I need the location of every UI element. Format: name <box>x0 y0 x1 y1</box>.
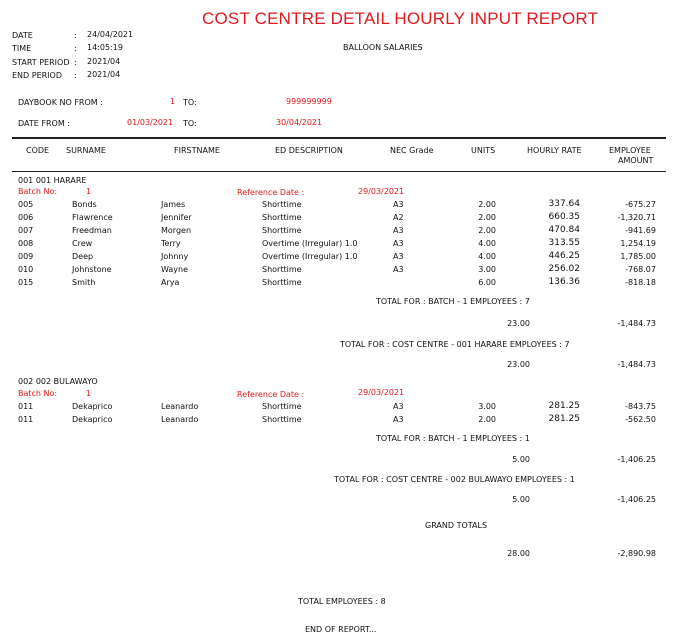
cost-centre-total-amount: -1,484.73 <box>617 360 656 369</box>
cell-surname: Dekaprico <box>72 402 113 411</box>
cell-units: 2.00 <box>478 200 496 209</box>
cell-firstname: James <box>161 200 186 209</box>
report-title: COST CENTRE DETAIL HOURLY INPUT REPORT <box>202 9 599 28</box>
cell-code: 007 <box>18 226 34 235</box>
reference-date-label: Reference Date : <box>237 188 305 197</box>
col-firstname: FIRSTNAME <box>174 146 220 155</box>
date-label: DATE FROM : <box>18 119 70 128</box>
meta-date-value: 24/04/2021 <box>87 30 134 39</box>
cell-units: 4.00 <box>478 239 496 248</box>
cell-surname: Bonds <box>72 200 97 209</box>
col-units: UNITS <box>471 146 496 155</box>
cell-firstname: Terry <box>161 239 181 248</box>
header-rule <box>12 137 666 139</box>
report-subtitle: BALLOON SALARIES <box>343 43 423 52</box>
cell-rate: 660.35 <box>548 212 580 222</box>
grand-total-units: 28.00 <box>507 549 530 558</box>
meta-time-label: TIME <box>12 44 32 53</box>
cell-ed: Shorttime <box>262 265 302 274</box>
col-hourly-rate: HOURLY RATE <box>527 146 582 155</box>
cell-ed: Overtime (Irregular) 1.0 <box>262 252 358 261</box>
cell-firstname: Wayne <box>161 265 189 274</box>
col-surname: SURNAME <box>66 146 106 155</box>
cell-rate: 136.36 <box>548 277 580 287</box>
cell-code: 008 <box>18 239 34 248</box>
cell-amount: -1,320.71 <box>617 213 656 222</box>
daybook-to: 999999999 <box>286 97 332 106</box>
cell-firstname: Morgen <box>161 226 192 235</box>
batch-total-amount: -1,484.73 <box>617 319 656 328</box>
cell-rate: 337.64 <box>548 199 580 209</box>
meta-start-value: 2021/04 <box>87 57 121 66</box>
cell-units: 2.00 <box>478 226 496 235</box>
cell-units: 3.00 <box>478 265 496 274</box>
cell-amount: 1,785.00 <box>620 252 656 261</box>
meta-colon: : <box>74 31 77 40</box>
batch-number: 1 <box>86 187 92 196</box>
date-to: 30/04/2021 <box>276 118 323 127</box>
cell-surname: Flawrence <box>72 213 113 222</box>
cell-rate: 313.55 <box>548 238 580 248</box>
cell-firstname: Johnny <box>161 252 189 261</box>
cell-nec: A3 <box>393 265 404 274</box>
cell-units: 6.00 <box>478 278 496 287</box>
batch-total-label: TOTAL FOR : BATCH - 1 EMPLOYEES : 1 <box>376 434 530 443</box>
columns-rule <box>12 171 666 172</box>
cost-centre-total-label: TOTAL FOR : COST CENTRE - 002 BULAWAYO EMPLOYEES : 1 <box>334 475 575 484</box>
reference-date: 29/03/2021 <box>358 388 405 397</box>
cell-firstname: Arya <box>161 278 180 287</box>
cost-centre-heading: 002 002 BULAWAYO <box>18 377 98 386</box>
reference-date-label: Reference Date : <box>237 390 305 399</box>
total-employees: TOTAL EMPLOYEES : 8 <box>298 597 386 606</box>
cell-units: 2.00 <box>478 415 496 424</box>
cost-centre-heading: 001 001 HARARE <box>18 176 87 185</box>
batch-label: Batch No: <box>18 389 58 398</box>
cell-code: 010 <box>18 265 34 274</box>
cell-amount: -675.27 <box>625 200 656 209</box>
cost-centre-total-units: 23.00 <box>507 360 530 369</box>
cell-ed: Shorttime <box>262 213 302 222</box>
cell-surname: Deep <box>72 252 94 261</box>
cell-nec: A2 <box>393 213 404 222</box>
col-code: CODE <box>26 146 50 155</box>
cell-units: 2.00 <box>478 213 496 222</box>
cost-centre-total-amount: -1,406.25 <box>617 495 656 504</box>
meta-end-label: END PERIOD <box>12 71 62 80</box>
cell-surname: Johnstone <box>72 265 112 274</box>
grand-total-amount: -2,890.98 <box>617 549 656 558</box>
cell-firstname: Leanardo <box>161 415 199 424</box>
meta-time-value: 14:05:19 <box>87 43 123 52</box>
cost-centre-total-label: TOTAL FOR : COST CENTRE - 001 HARARE EMPLOYEES : 7 <box>340 340 570 349</box>
batch-total-units: 23.00 <box>507 319 530 328</box>
cell-nec: A3 <box>393 415 404 424</box>
cell-units: 3.00 <box>478 402 496 411</box>
cell-code: 005 <box>18 200 34 209</box>
cell-nec: A3 <box>393 226 404 235</box>
cell-code: 011 <box>18 402 34 411</box>
cell-surname: Dekaprico <box>72 415 113 424</box>
cell-amount: 1,254.19 <box>620 239 656 248</box>
cell-nec: A3 <box>393 402 404 411</box>
cell-code: 015 <box>18 278 34 287</box>
end-of-report: END OF REPORT... <box>305 625 377 634</box>
cell-firstname: Jennifer <box>161 213 192 222</box>
cell-ed: Shorttime <box>262 402 302 411</box>
meta-start-label: START PERIOD <box>12 58 70 67</box>
meta-end-value: 2021/04 <box>87 70 121 79</box>
cell-nec: A3 <box>393 252 404 261</box>
reference-date: 29/03/2021 <box>358 187 405 196</box>
cell-surname: Crew <box>72 239 93 248</box>
col-nec-grade: NEC Grade <box>390 146 434 155</box>
date-from: 01/03/2021 <box>127 118 174 127</box>
cell-rate: 281.25 <box>548 401 580 411</box>
cell-rate: 256.02 <box>548 264 580 274</box>
cell-units: 4.00 <box>478 252 496 261</box>
date-to-label: TO: <box>183 119 197 128</box>
grand-totals-label: GRAND TOTALS <box>425 521 488 530</box>
cell-amount: -843.75 <box>625 402 656 411</box>
meta-colon: : <box>74 71 77 80</box>
cell-firstname: Leanardo <box>161 402 199 411</box>
meta-date-label: DATE <box>12 31 33 40</box>
cell-nec: A3 <box>393 200 404 209</box>
cell-rate: 281.25 <box>548 414 580 424</box>
cell-surname: Freedman <box>72 226 112 235</box>
cell-code: 009 <box>18 252 34 261</box>
cost-centre-total-units: 5.00 <box>512 495 530 504</box>
daybook-from: 1 <box>170 97 176 106</box>
cell-nec: A3 <box>393 239 404 248</box>
cell-rate: 470.84 <box>548 225 580 235</box>
batch-number: 1 <box>86 389 92 398</box>
cell-ed: Overtime (Irregular) 1.0 <box>262 239 358 248</box>
cell-amount: -768.07 <box>625 265 656 274</box>
meta-colon: : <box>74 58 77 67</box>
cell-ed: Shorttime <box>262 278 302 287</box>
batch-total-units: 5.00 <box>512 455 530 464</box>
cell-code: 011 <box>18 415 34 424</box>
batch-total-label: TOTAL FOR : BATCH - 1 EMPLOYEES : 7 <box>376 297 530 306</box>
daybook-to-label: TO: <box>183 98 197 107</box>
cell-amount: -941.69 <box>625 226 656 235</box>
cell-amount: -818.18 <box>625 278 656 287</box>
cell-ed: Shorttime <box>262 415 302 424</box>
cell-rate: 446.25 <box>548 251 580 261</box>
col-amount: AMOUNT <box>618 156 654 165</box>
batch-label: Batch No: <box>18 187 58 196</box>
cell-ed: Shorttime <box>262 226 302 235</box>
daybook-label: DAYBOOK NO FROM : <box>18 98 103 107</box>
cell-amount: -562.50 <box>625 415 656 424</box>
cell-surname: Smith <box>72 278 96 287</box>
meta-colon: : <box>74 44 77 53</box>
cell-ed: Shorttime <box>262 200 302 209</box>
cell-code: 006 <box>18 213 34 222</box>
col-employee: EMPLOYEE <box>609 146 651 155</box>
col-ed-description: ED DESCRIPTION <box>275 146 343 155</box>
batch-total-amount: -1,406.25 <box>617 455 656 464</box>
